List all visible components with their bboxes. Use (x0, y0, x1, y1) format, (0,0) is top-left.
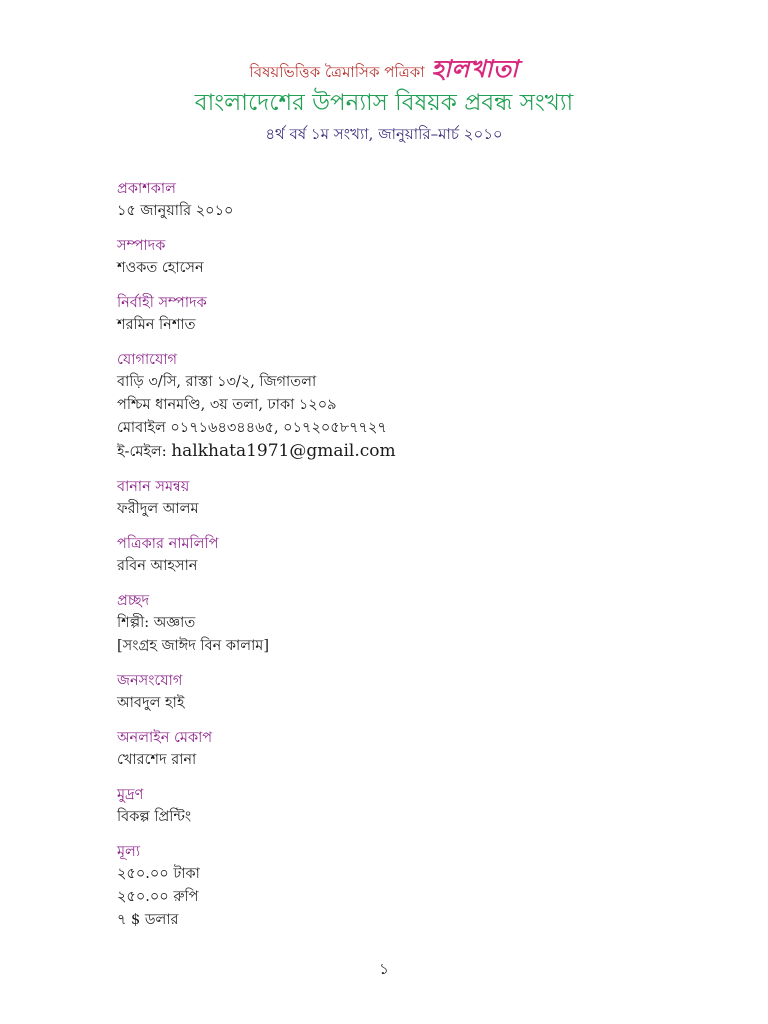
email-address: halkhata1971@gmail.com (171, 441, 396, 461)
issue-subtitle: ৪র্থ বর্ষ ১ম সংখ্যা, জানুয়ারি–মার্চ ২০১০ (265, 125, 503, 143)
section-label: প্রচ্ছদ (117, 593, 150, 609)
section-editor (117, 235, 717, 280)
section-label: জনসংযোগ (117, 673, 183, 689)
cover-collection: [সংগ্রহ জাঈদ বিন কালাম] (117, 638, 269, 654)
page-number: ১ (379, 960, 389, 978)
issue-title: বাংলাদেশের উপন্যাস বিষয়ক প্রবন্ধ সংখ্যা (194, 90, 574, 116)
section-label: যোগাযোগ (117, 352, 178, 368)
magazine-tagline-line (0, 55, 768, 83)
section-nameplate (117, 533, 717, 578)
section-label: অনলাইন মেকাপ (117, 730, 213, 746)
contact-email-line (117, 440, 717, 464)
publication-date: ১৫ জানুয়ারি ২০১০ (117, 203, 234, 219)
printer-name: বিকল্প প্রিন্টিং (117, 809, 192, 825)
magazine-tagline: বিষয়ভিত্তিক ত্রৈমাসিক পত্রিকা (249, 63, 425, 81)
price-taka: ২৫০.০০ টাকা (117, 866, 200, 882)
section-label: সম্পাদক (117, 238, 166, 254)
editor-name: শওকত হোসেন (117, 260, 204, 276)
section-online-makeup (117, 727, 717, 772)
email-label: ই-মেইল: (117, 444, 167, 460)
contact-address-line-1: বাড়ি ৩/সি, রাস্তা ১৩/২, জিগাতলা (117, 374, 317, 390)
public-relations-name: আবদুল হাই (117, 695, 185, 711)
section-label: মুদ্রণ (117, 787, 144, 803)
online-makeup-name: খোরশেদ রানা (117, 752, 197, 768)
cover-artist: শিল্পী: অজ্ঞাত (117, 615, 196, 631)
section-publication (117, 178, 717, 223)
section-public-relations (117, 670, 717, 715)
section-label: পত্রিকার নামলিপি (117, 536, 219, 552)
document-header (0, 55, 768, 145)
section-executive-editor (117, 292, 717, 337)
section-printing (117, 784, 717, 829)
nameplate-artist-name: রবিন আহসান (117, 558, 198, 574)
section-label: মূল্য (117, 844, 141, 860)
contact-address-line-2: পশ্চিম ধানমণ্ডি, ৩য় তলা, ঢাকা ১২০৯ (117, 397, 337, 413)
section-price (117, 841, 717, 932)
section-spelling (117, 476, 717, 521)
section-label: নির্বাহী সম্পাদক (117, 295, 207, 311)
colophon-body (117, 178, 717, 944)
section-label: বানান সমন্বয় (117, 479, 190, 495)
price-rupee: ২৫০.০০ রুপি (117, 889, 199, 905)
price-dollar: ৭ $ ডলার (117, 912, 179, 928)
section-contact (117, 349, 717, 464)
executive-editor-name: শরমিন নিশাত (117, 317, 196, 333)
magazine-brand-logo: হালখাতা (431, 55, 519, 83)
contact-mobile: মোবাইল ০১৭১৬৪৩৪৪৬৫, ০১৭২০৫৮৭৭২৭ (117, 420, 387, 436)
spelling-coordinator-name: ফরীদুল আলম (117, 501, 199, 517)
section-cover (117, 590, 717, 658)
section-label: প্রকাশকাল (117, 181, 176, 197)
